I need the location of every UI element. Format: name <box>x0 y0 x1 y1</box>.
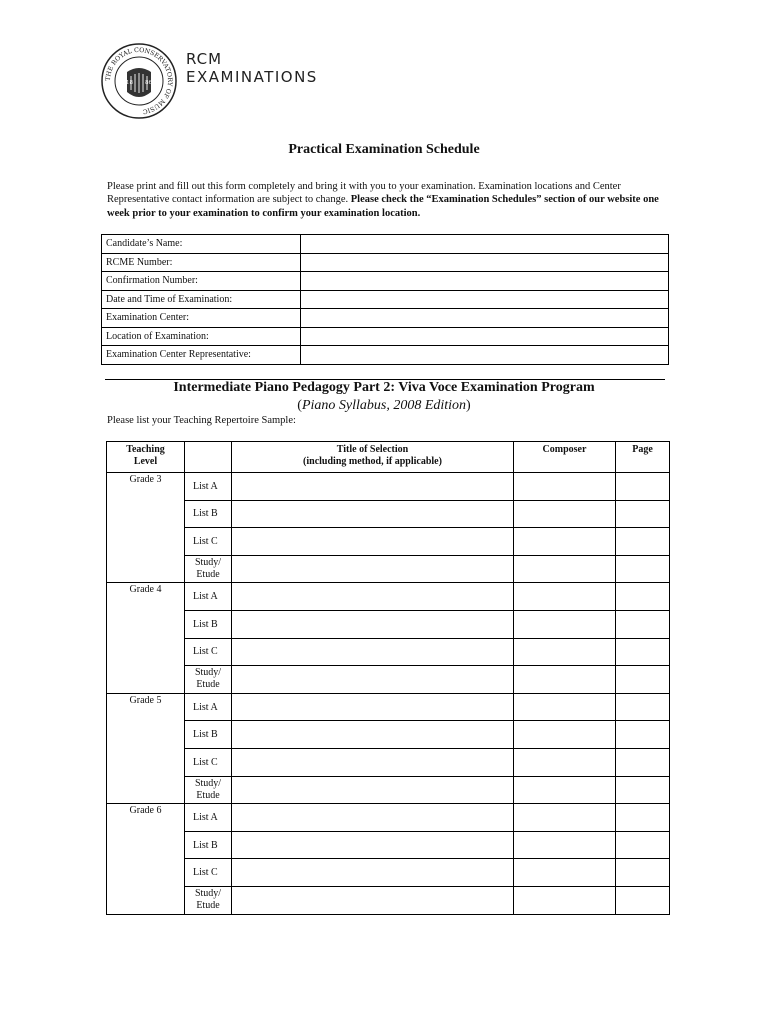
page-field[interactable] <box>616 473 670 501</box>
page-field[interactable] <box>616 693 670 721</box>
repertoire-row <box>107 500 670 528</box>
repertoire-header-row <box>107 442 670 473</box>
candidate-info-table <box>101 234 669 365</box>
info-row <box>102 253 669 272</box>
svg-text:18: 18 <box>126 80 133 86</box>
composer-field[interactable] <box>514 748 616 776</box>
composer-field[interactable] <box>514 693 616 721</box>
composer-field[interactable] <box>514 473 616 501</box>
info-row <box>102 327 669 346</box>
info-value-field[interactable] <box>301 309 669 328</box>
title-field[interactable] <box>232 859 514 887</box>
conservatory-seal-icon <box>100 42 178 120</box>
composer-field[interactable] <box>514 500 616 528</box>
page-field[interactable] <box>616 500 670 528</box>
list-label: List B <box>185 721 232 749</box>
page-field[interactable] <box>616 666 670 694</box>
repertoire-row <box>107 693 670 721</box>
title-field[interactable] <box>232 555 514 583</box>
title-header: Title of Selection (including method, if applicable) <box>232 442 514 473</box>
grade-label: Grade 4 <box>107 583 185 693</box>
info-label: Location of Examination: <box>102 327 301 346</box>
svg-text:86: 86 <box>145 80 152 86</box>
title-field[interactable] <box>232 666 514 694</box>
section-subtitle: (Piano Syllabus, 2008 Edition) <box>297 398 471 413</box>
composer-field[interactable] <box>514 721 616 749</box>
composer-field[interactable] <box>514 583 616 611</box>
list-label: List C <box>185 748 232 776</box>
info-row <box>102 309 669 328</box>
grade-label: Grade 3 <box>107 473 185 583</box>
composer-field[interactable] <box>514 610 616 638</box>
composer-field[interactable] <box>514 776 616 804</box>
page-field[interactable] <box>616 748 670 776</box>
info-value-field[interactable] <box>301 327 669 346</box>
title-field[interactable] <box>232 804 514 832</box>
list-label: List B <box>185 610 232 638</box>
composer-field[interactable] <box>514 831 616 859</box>
page-title: Practical Examination Schedule <box>288 142 480 157</box>
info-value-field[interactable] <box>301 290 669 309</box>
study-etude-label: Study/ Etude <box>185 555 232 583</box>
info-label: Candidate’s Name: <box>102 235 301 254</box>
page-header: Page <box>616 442 670 473</box>
info-label: Examination Center Representative: <box>102 346 301 365</box>
title-field[interactable] <box>232 610 514 638</box>
repertoire-row <box>107 666 670 694</box>
composer-field[interactable] <box>514 528 616 556</box>
info-row <box>102 290 669 309</box>
list-label: List C <box>185 859 232 887</box>
info-value-field[interactable] <box>301 235 669 254</box>
title-field[interactable] <box>232 831 514 859</box>
repertoire-row <box>107 473 670 501</box>
info-row <box>102 235 669 254</box>
title-field[interactable] <box>232 638 514 666</box>
composer-field[interactable] <box>514 666 616 694</box>
repertoire-row <box>107 583 670 611</box>
logo-line-1: RCM <box>186 50 223 68</box>
page-field[interactable] <box>616 886 670 914</box>
info-label: RCME Number: <box>102 253 301 272</box>
page-field[interactable] <box>616 528 670 556</box>
grade-label: Grade 5 <box>107 693 185 803</box>
title-field[interactable] <box>232 748 514 776</box>
list-label: List C <box>185 638 232 666</box>
info-label: Date and Time of Examination: <box>102 290 301 309</box>
logo-wordmark <box>186 50 318 86</box>
grade-label: Grade 6 <box>107 804 185 914</box>
page-field[interactable] <box>616 776 670 804</box>
rcm-logo <box>100 42 330 128</box>
repertoire-row <box>107 528 670 556</box>
page-field[interactable] <box>616 583 670 611</box>
intro-bold-text: Please check the “Examination Schedules” section of our website one week prior to your examination to confirm your examination location. <box>107 194 659 219</box>
title-field[interactable] <box>232 776 514 804</box>
logo-line-2: EXAMINATIONS <box>186 68 318 86</box>
page-field[interactable] <box>616 638 670 666</box>
title-field[interactable] <box>232 583 514 611</box>
info-value-field[interactable] <box>301 253 669 272</box>
syllabus-edition: Piano Syllabus, 2008 Edition <box>301 398 467 413</box>
intro-paragraph <box>107 180 667 220</box>
repertoire-row <box>107 721 670 749</box>
info-label: Examination Center: <box>102 309 301 328</box>
page-field[interactable] <box>616 555 670 583</box>
section-title: Intermediate Piano Pedagogy Part 2: Viva Voce Examination Program <box>173 380 595 395</box>
info-row <box>102 346 669 365</box>
composer-field[interactable] <box>514 555 616 583</box>
page-field[interactable] <box>616 610 670 638</box>
title-field[interactable] <box>232 693 514 721</box>
repertoire-row <box>107 804 670 832</box>
repertoire-row <box>107 859 670 887</box>
list-label: List B <box>185 831 232 859</box>
info-value-field[interactable] <box>301 346 669 365</box>
repertoire-table <box>106 441 670 915</box>
svg-text:THE ROYAL CONSERVATORY OF MUSI: THE ROYAL CONSERVATORY OF MUSIC <box>104 46 174 115</box>
composer-field[interactable] <box>514 886 616 914</box>
list-header <box>185 442 232 473</box>
repertoire-row <box>107 610 670 638</box>
title-field[interactable] <box>232 528 514 556</box>
title-field[interactable] <box>232 721 514 749</box>
composer-field[interactable] <box>514 859 616 887</box>
study-etude-label: Study/ Etude <box>185 886 232 914</box>
repertoire-row <box>107 748 670 776</box>
list-label: List B <box>185 500 232 528</box>
title-field[interactable] <box>232 473 514 501</box>
repertoire-instruction: Please list your Teaching Repertoire Sample: <box>107 415 296 426</box>
list-label: List A <box>185 583 232 611</box>
repertoire-row <box>107 886 670 914</box>
repertoire-row <box>107 831 670 859</box>
title-field[interactable] <box>232 500 514 528</box>
info-value-field[interactable] <box>301 272 669 291</box>
repertoire-row <box>107 776 670 804</box>
page-field[interactable] <box>616 721 670 749</box>
intro-text: Please print and fill out this form completely and bring it with you to your examination. Examination locations and Center Representative contact information are subject to change. <box>107 181 621 206</box>
composer-field[interactable] <box>514 804 616 832</box>
composer-field[interactable] <box>514 638 616 666</box>
study-etude-label: Study/ Etude <box>185 666 232 694</box>
teaching-level-header: Teaching Level <box>107 442 185 473</box>
page-field[interactable] <box>616 804 670 832</box>
list-label: List A <box>185 804 232 832</box>
page-field[interactable] <box>616 831 670 859</box>
list-label: List A <box>185 693 232 721</box>
repertoire-row <box>107 555 670 583</box>
list-label: List C <box>185 528 232 556</box>
composer-header: Composer <box>514 442 616 473</box>
repertoire-row <box>107 638 670 666</box>
study-etude-label: Study/ Etude <box>185 776 232 804</box>
list-label: List A <box>185 473 232 501</box>
info-row <box>102 272 669 291</box>
page-field[interactable] <box>616 859 670 887</box>
title-field[interactable] <box>232 886 514 914</box>
info-label: Confirmation Number: <box>102 272 301 291</box>
